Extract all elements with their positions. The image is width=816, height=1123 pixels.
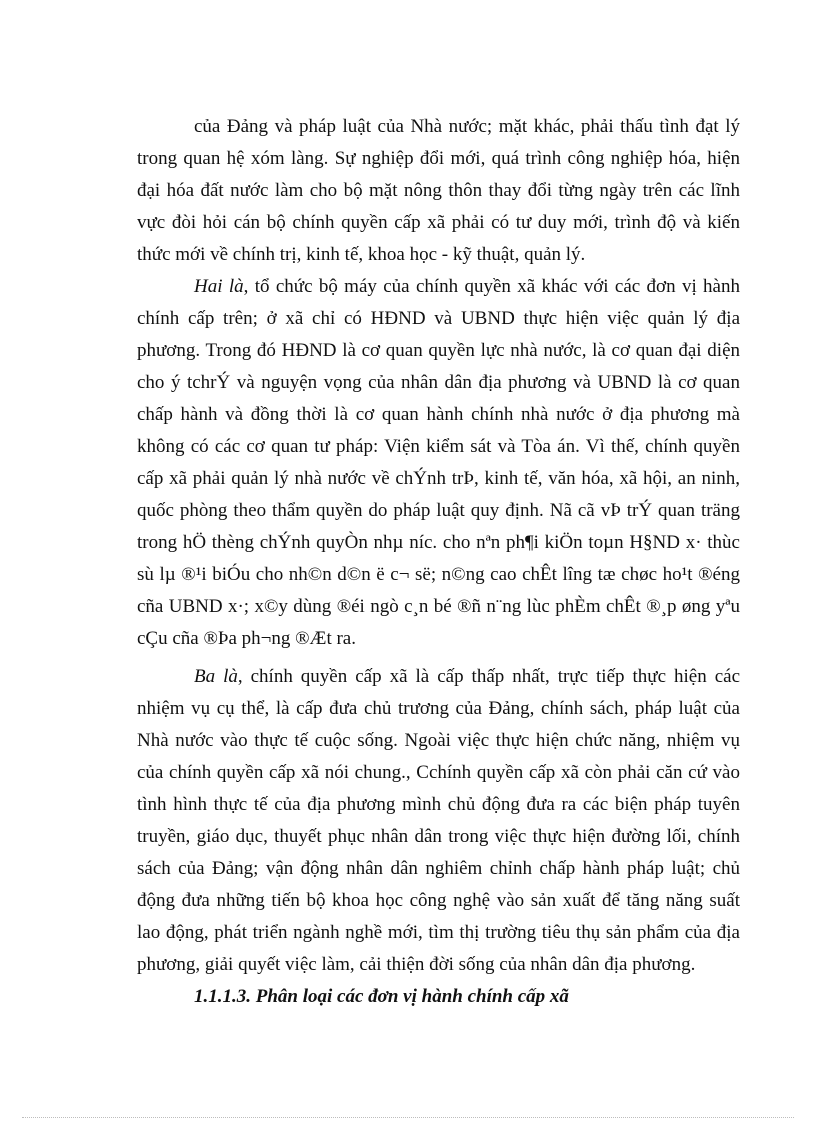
paragraph-2-line-9: trong hÖ thèng chÝnh quyÒn nhµ níc. cho nªn ph¶i kiÖn toµn H§ND x· thùc (137, 532, 740, 553)
paragraph-2-line-4: cho ý tchrÝ và nguyện vọng của nhân dân địa phương và UBND là cơ quan (137, 372, 740, 393)
paragraph-2-lead: Hai là (194, 276, 244, 297)
paragraph-2-line-12: cÇu cña ®Þa ph¬ng ®Æt ra. (137, 628, 356, 649)
paragraph-1-line-3: đại hóa đất nước làm cho bộ mặt nông thôn thay đổi từng ngày trên các lĩnh (137, 180, 740, 201)
paragraph-1-line-5: thức mới về chính trị, kinh tế, khoa học - kỹ thuật, quản lý. (137, 244, 586, 265)
paragraph-2-line-7: cấp xã phải quản lý nhà nước về chÝnh trÞ, kinh tế, văn hóa, xã hội, an ninh, (137, 468, 740, 489)
paragraph-3-line-5: tình hình thực tế của địa phương mình chủ động đưa ra các biện pháp tuyên (137, 794, 740, 815)
paragraph-2-line-1-text: , tổ chức bộ máy của chính quyền xã khác với các đơn vị hành (243, 276, 740, 297)
paragraph-3-lead: Ba là (194, 666, 238, 687)
paragraph-2-line-3: phương. Trong đó HĐND là cơ quan quyền lực nhà nước, là cơ quan đại diện (137, 340, 740, 361)
paragraph-2-line-2: chính cấp trên; ở xã chỉ có HĐND và UBND thực hiện việc quản lý địa (137, 308, 740, 329)
paragraph-2-line-5: chấp hành và đồng thời là cơ quan hành chính nhà nước ở địa phương mà (137, 404, 740, 425)
paragraph-2-line-1 (194, 273, 740, 300)
paragraph-2-line-8: quốc phòng theo thẩm quyền do pháp luật quy định. Nã cã vÞ trÝ quan träng (137, 500, 740, 521)
page-bottom-divider (22, 1117, 794, 1118)
paragraph-3-line-1 (194, 663, 740, 690)
paragraph-3-line-4: của chính quyền cấp xã nói chung., Cchính quyền cấp xã còn phải căn cứ vào (137, 762, 740, 783)
paragraph-1-line-1: của Đảng và pháp luật của Nhà nước; mặt khác, phải thấu tình đạt lý (194, 116, 740, 137)
paragraph-3-line-10: phương, giải quyết việc làm, cải thiện đời sống của nhân dân địa phương. (137, 954, 696, 975)
paragraph-3-line-7: sách của Đảng; vận động nhân dân nghiêm chỉnh chấp hành pháp luật; chủ (137, 858, 740, 879)
paragraph-3-line-9: lao động, phát triển ngành nghề mới, tìm thị trường tiêu thụ sản phẩm của địa (137, 922, 740, 943)
paragraph-3-line-8: động đưa những tiến bộ khoa học công nghệ vào sản xuất để tăng năng suất (137, 890, 740, 911)
paragraph-1-line-4: vực đòi hỏi cán bộ chính quyền cấp xã phải có tư duy mới, trình độ và kiến (137, 212, 740, 233)
paragraph-1-line-2: trong quan hệ xóm làng. Sự nghiệp đổi mới, quá trình công nghiệp hóa, hiện (137, 148, 740, 169)
paragraph-3-line-2: nhiệm vụ cụ thể, là cấp đưa chủ trương của Đảng, chính sách, pháp luật của (137, 698, 740, 719)
paragraph-2-line-11: cña UBND x·; x©y dùng ®éi ngò c¸n bé ®ñ n¨ng lùc phÈm chÊt ®¸p øng yªu (137, 596, 740, 617)
paragraph-3-line-6: truyền, giáo dục, thuyết phục nhân dân trong việc thực hiện đường lối, chính (137, 826, 740, 847)
paragraph-2-line-6: không có các cơ quan tư pháp: Viện kiểm sát và Tòa án. Vì thế, chính quyền (137, 436, 740, 457)
paragraph-3-line-1-text: , chính quyền cấp xã là cấp thấp nhất, trực tiếp thực hiện các (237, 666, 740, 687)
section-heading: 1.1.1.3. Phân loại các đơn vị hành chính cấp xã (194, 986, 569, 1007)
paragraph-3-line-3: Nhà nước vào thực tế cuộc sống. Ngoài việc thực hiện chức năng, nhiệm vụ (137, 730, 740, 751)
paragraph-2-line-10: sù lµ ®¹i biÓu cho nh©n d©n ë c¬ së; n©ng cao chÊt lîng tæ chøc ho¹t ®éng (137, 564, 740, 585)
